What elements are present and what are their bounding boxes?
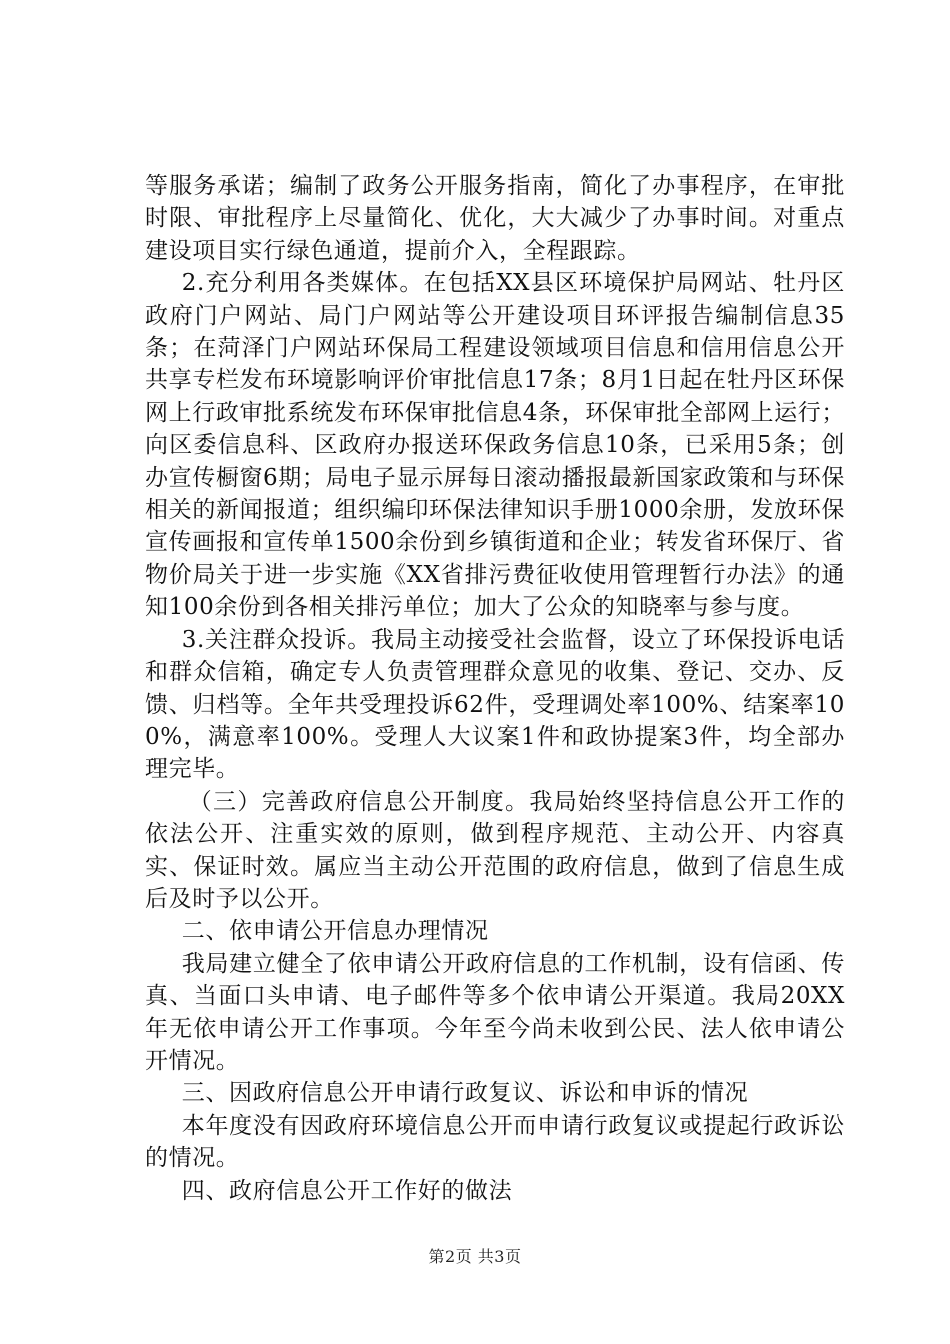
paragraph-application-mechanism: 我局建立健全了依申请公开政府信息的工作机制，设有信函、传真、当面口头申请、电子邮件等多个依申请公开渠道。我局20XX年无依申请公开工作事项。今年至今尚未收到公民、法人依申请公开情况。	[145, 950, 845, 1074]
page-number-footer: 第2页 共3页	[428, 1247, 522, 1266]
section-heading-4: 四、政府信息公开工作好的做法	[181, 1177, 513, 1204]
paragraph-media: 2.充分利用各类媒体。在包括XX县区环境保护局网站、牡丹区政府门户网站、局门户网站等公开建设项目环评报告编制信息35条；在菏泽门户网站环保局工程建设领域项目信息和信用信息公开共享专栏发布环境影响评价审批信息17条；8月1日起在牡丹区环保网上行政审批系统发布环保审批信息4条，环保审批全部网上运行；向区委信息科、区政府办报送环保政务信息10条，已采用5条；创办宣传橱窗6期；局电子显示屏每日滚动播报最新国家政策和与环保相关的新闻报道；组织编印环保法律知识手册1000余册，发放环保宣传画报和宣传单1500余份到乡镇街道和企业；转发省环保厅、省物价局关于进一步实施《XX省排污费征收使用管理暂行办法》的通知100余份到各相关排污单位；加大了公众的知晓率与参与度。	[145, 270, 845, 621]
paragraph-complaints: 3.关注群众投诉。我局主动接受社会监督，设立了环保投诉电话和群众信箱，确定专人负责管理群众意见的收集、登记、交办、反馈、归档等。全年共受理投诉62件，受理调处率100%、结案率100%，满意率100%。受理人大议案1件和政协提案3件，均全部办理完毕。	[145, 626, 845, 783]
paragraph-continuation: 等服务承诺；编制了政务公开服务指南，简化了办事程序，在审批时限、审批程序上尽量简化、优化，大大减少了办事时间。对重点建设项目实行绿色通道，提前介入，全程跟踪。	[145, 173, 845, 264]
paragraph-no-review: 本年度没有因政府环境信息公开而申请行政复议或提起行政诉讼的情况。	[145, 1112, 845, 1172]
section-heading-2: 二、依申请公开信息办理情况	[181, 918, 489, 945]
document-body	[145, 170, 845, 1207]
paragraph-disclosure-system: （三）完善政府信息公开制度。我局始终坚持信息公开工作的依法公开、注重实效的原则，做到程序规范、主动公开、内容真实、保证时效。属应当主动公开范围的政府信息，做到了信息生成后及时予以公开。	[145, 788, 845, 912]
section-heading-3: 三、因政府信息公开申请行政复议、诉讼和申诉的情况	[181, 1080, 749, 1107]
